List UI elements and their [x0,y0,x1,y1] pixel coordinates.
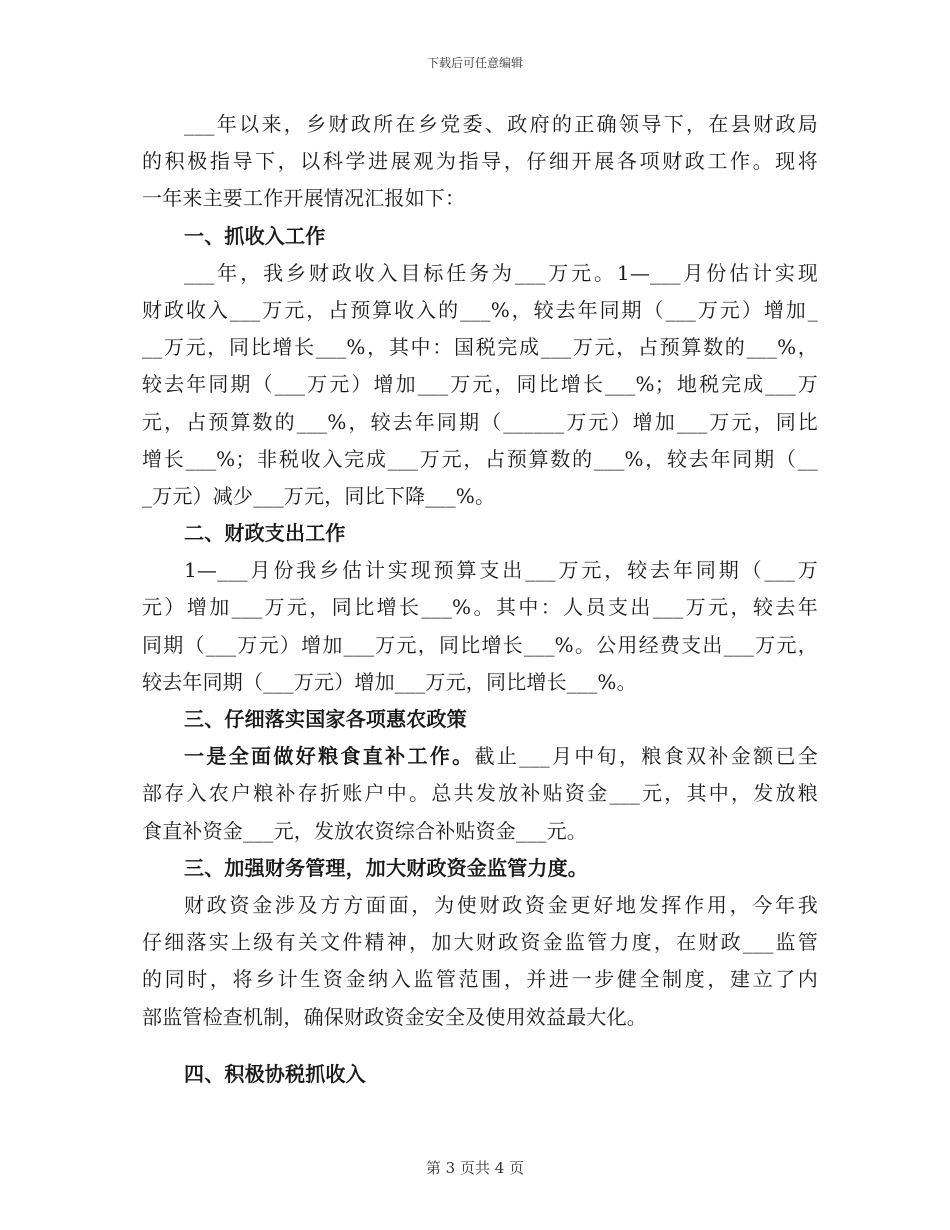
paragraph-line: 的同时，将乡计生资金纳入监管范围，并进一步健全制度，建立了内 [142,967,818,992]
paragraph-line: 仔细落实上级有关文件精神，加大财政资金监管力度，在财政___监管 [142,930,818,955]
section-heading: 三、加强财务管理，加大财政资金监管力度。 [184,855,588,880]
paragraph-line: 元，占预算数的___%，较去年同期（______万元）增加___万元，同比 [142,409,818,434]
paragraph-line: 一年来主要工作开展情况汇报如下： [142,186,466,211]
paragraph-line: 的积极指导下，以科学进展观为指导，仔细开展各项财政工作。现将 [142,149,818,174]
paragraph-line: ___年，我乡财政收入目标任务为___万元。1—___月份估计实现 [184,260,818,285]
paragraph-line: 食直补资金___元，发放农资综合补贴资金___元。 [142,818,587,843]
paragraph-line: 同期（___万元）增加___万元，同比增长___%。公用经费支出___万元， [142,632,818,657]
paragraph-line: 部监管检查机制，确保财政资金安全及使用效益最大化。 [142,1004,647,1029]
paragraph-line: ___年以来，乡财政所在乡党委、政府的正确领导下，在县财政局 [184,112,818,136]
paragraph-line: 1—___月份我乡估计实现预算支出___万元，较去年同期（___万 [184,558,818,583]
paragraph-line: __万元，同比增长___%，其中：国税完成___万元，占预算数的___%， [142,335,818,360]
paragraph-line: 部存入农户粮补存折账户中。总共发放补贴资金___元，其中，发放粮 [142,781,818,806]
page-header: 下载后可任意编辑 [426,56,523,70]
lead-in-bold: 一是全面做好粮食直补工作。 [184,744,475,769]
paragraph-line: 较去年同期（___万元）增加___万元，同比增长___%；地税完成___万 [142,372,818,397]
spacer [142,1036,818,1056]
lead-in-rest: 截止___月中旬，粮食双补金额已全 [474,744,818,769]
paragraph-line: 增长___%；非税收入完成___万元，占预算数的___%，较去年同期（__ [142,446,818,471]
document-body [142,106,818,1093]
paragraph-line: 财政资金涉及方方面面，为使财政资金更好地发挥作用，今年我 [184,892,818,917]
paragraph-line: 较去年同期（___万元）增加___万元，同比增长___%。 [142,669,637,694]
section-heading: 二、财政支出工作 [184,521,346,546]
paragraph-line: 财政收入___万元，占预算收入的___%，较去年同期（___万元）增加_ [142,297,818,322]
paragraph-line: 元）增加___万元，同比增长___%。其中：人员支出___万元，较去年 [142,595,818,620]
section-heading: 一、抓收入工作 [184,223,326,248]
paragraph-line [142,738,818,775]
page-footer: 第 3 页共 4 页 [425,1159,525,1177]
section-heading: 三、仔细落实国家各项惠农政策 [184,707,467,731]
section-heading: 四、积极协税抓收入 [184,1061,366,1086]
paragraph-line: _万元）减少___万元，同比下降___%。 [142,483,496,508]
